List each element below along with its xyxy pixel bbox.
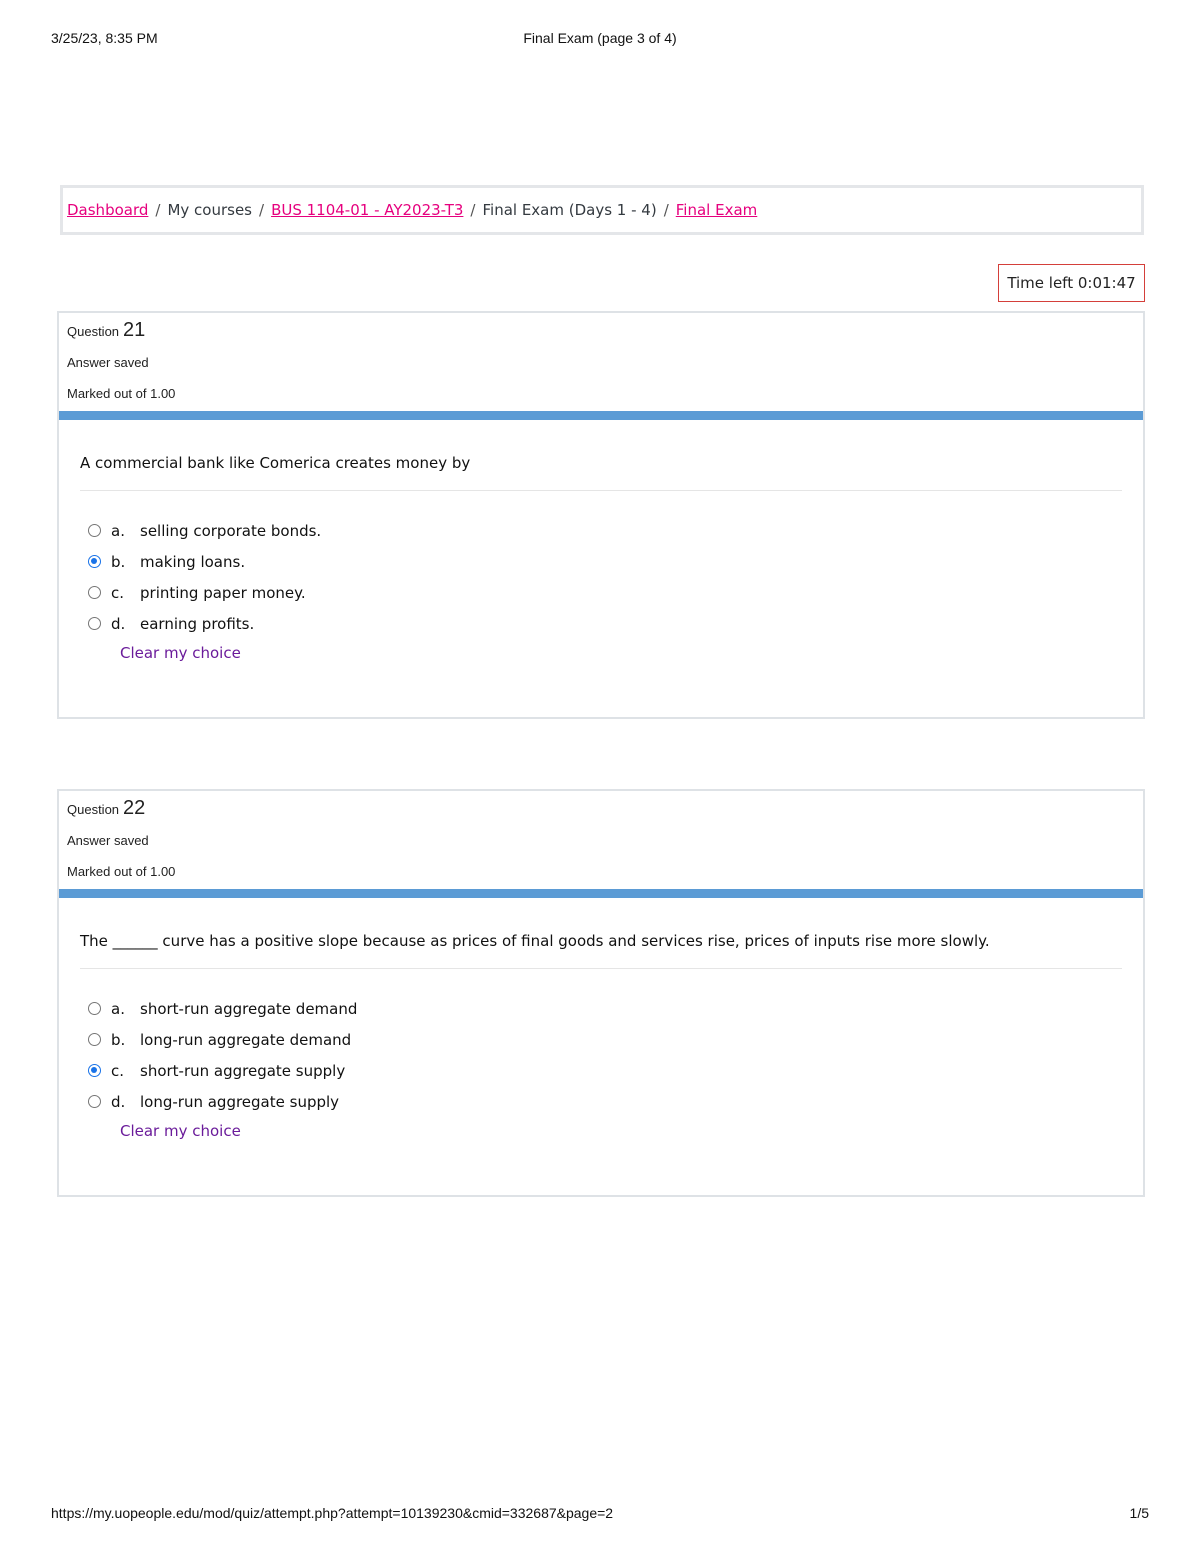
answer-letter: b. [111,1030,126,1049]
radio-button[interactable] [88,1033,101,1046]
answer-option-d[interactable] [88,608,1122,639]
breadcrumb [60,185,1144,235]
print-header [51,30,1149,50]
answer-text: selling corporate bonds. [140,521,322,540]
answer-letter: a. [111,521,125,540]
question-prefix: Question [67,324,120,339]
print-date: 3/25/23, 8:35 PM [51,30,158,46]
quiz-timer: Time left 0:01:47 [998,264,1145,302]
question-card-22 [57,789,1145,1197]
radio-button-selected[interactable] [88,1064,101,1077]
breadcrumb-final-exam-link[interactable]: Final Exam [675,201,758,219]
print-footer [51,1505,1149,1525]
radio-button[interactable] [88,1095,101,1108]
answer-letter: c. [111,1061,125,1080]
print-page-number: 1/5 [1129,1505,1149,1521]
radio-button[interactable] [88,617,101,630]
answer-option-a[interactable] [88,515,1122,546]
question-number [67,319,145,342]
answer-letter: b. [111,552,126,571]
radio-button[interactable] [88,586,101,599]
question-card-21 [57,311,1145,719]
answer-text: long-run aggregate demand [140,1030,352,1049]
answer-text: printing paper money. [140,583,306,602]
clear-choice-link[interactable]: Clear my choice [120,644,241,662]
answer-options [80,491,1122,663]
print-url: https://my.uopeople.edu/mod/quiz/attempt.php?attempt=10139230&cmid=332687&page=2 [51,1505,614,1521]
radio-button[interactable] [88,524,101,537]
answer-text: short-run aggregate supply [140,1061,346,1080]
answer-letter: a. [111,999,125,1018]
question-grade: Marked out of 1.00 [67,864,176,879]
question-state: Answer saved [67,833,149,848]
answer-option-d[interactable] [88,1086,1122,1117]
question-number-value: 21 [123,319,146,341]
breadcrumb-course-link[interactable]: BUS 1104-01 - AY2023-T3 [271,201,464,219]
question-state: Answer saved [67,355,149,370]
breadcrumb-separator: / [155,201,161,219]
answer-option-c[interactable] [88,1055,1122,1086]
answer-option-b[interactable] [88,1024,1122,1055]
breadcrumb-section: Final Exam (Days 1 - 4) [482,201,657,219]
question-prefix: Question [67,802,120,817]
question-text: A commercial bank like Comerica creates money by [80,420,1122,491]
answer-letter: d. [111,614,126,633]
answer-text: earning profits. [140,614,255,633]
answer-letter: d. [111,1092,126,1111]
question-content [59,898,1143,1141]
question-text: The ______ curve has a positive slope because as prices of final goods and services rise, prices of inputs rise more slowly. [80,898,1122,969]
radio-button-selected[interactable] [88,555,101,568]
clear-choice-link[interactable]: Clear my choice [120,1122,241,1140]
answer-option-b[interactable] [88,546,1122,577]
answer-text: making loans. [140,552,246,571]
question-content [59,420,1143,663]
breadcrumb-separator: / [663,201,669,219]
question-number-value: 22 [123,797,146,819]
breadcrumb-separator: / [470,201,476,219]
question-grade: Marked out of 1.00 [67,386,176,401]
question-info [59,791,1143,889]
answer-letter: c. [111,583,125,602]
answer-option-a[interactable] [88,993,1122,1024]
question-divider-bar [59,889,1143,898]
answer-option-c[interactable] [88,577,1122,608]
breadcrumb-separator: / [259,201,265,219]
breadcrumb-dashboard-link[interactable]: Dashboard [67,201,149,219]
question-number [67,797,145,820]
answer-text: long-run aggregate supply [140,1092,340,1111]
question-divider-bar [59,411,1143,420]
question-info [59,313,1143,411]
radio-button[interactable] [88,1002,101,1015]
answer-options [80,969,1122,1141]
breadcrumb-my-courses: My courses [167,201,252,219]
print-title: Final Exam (page 3 of 4) [523,30,677,46]
answer-text: short-run aggregate demand [140,999,358,1018]
